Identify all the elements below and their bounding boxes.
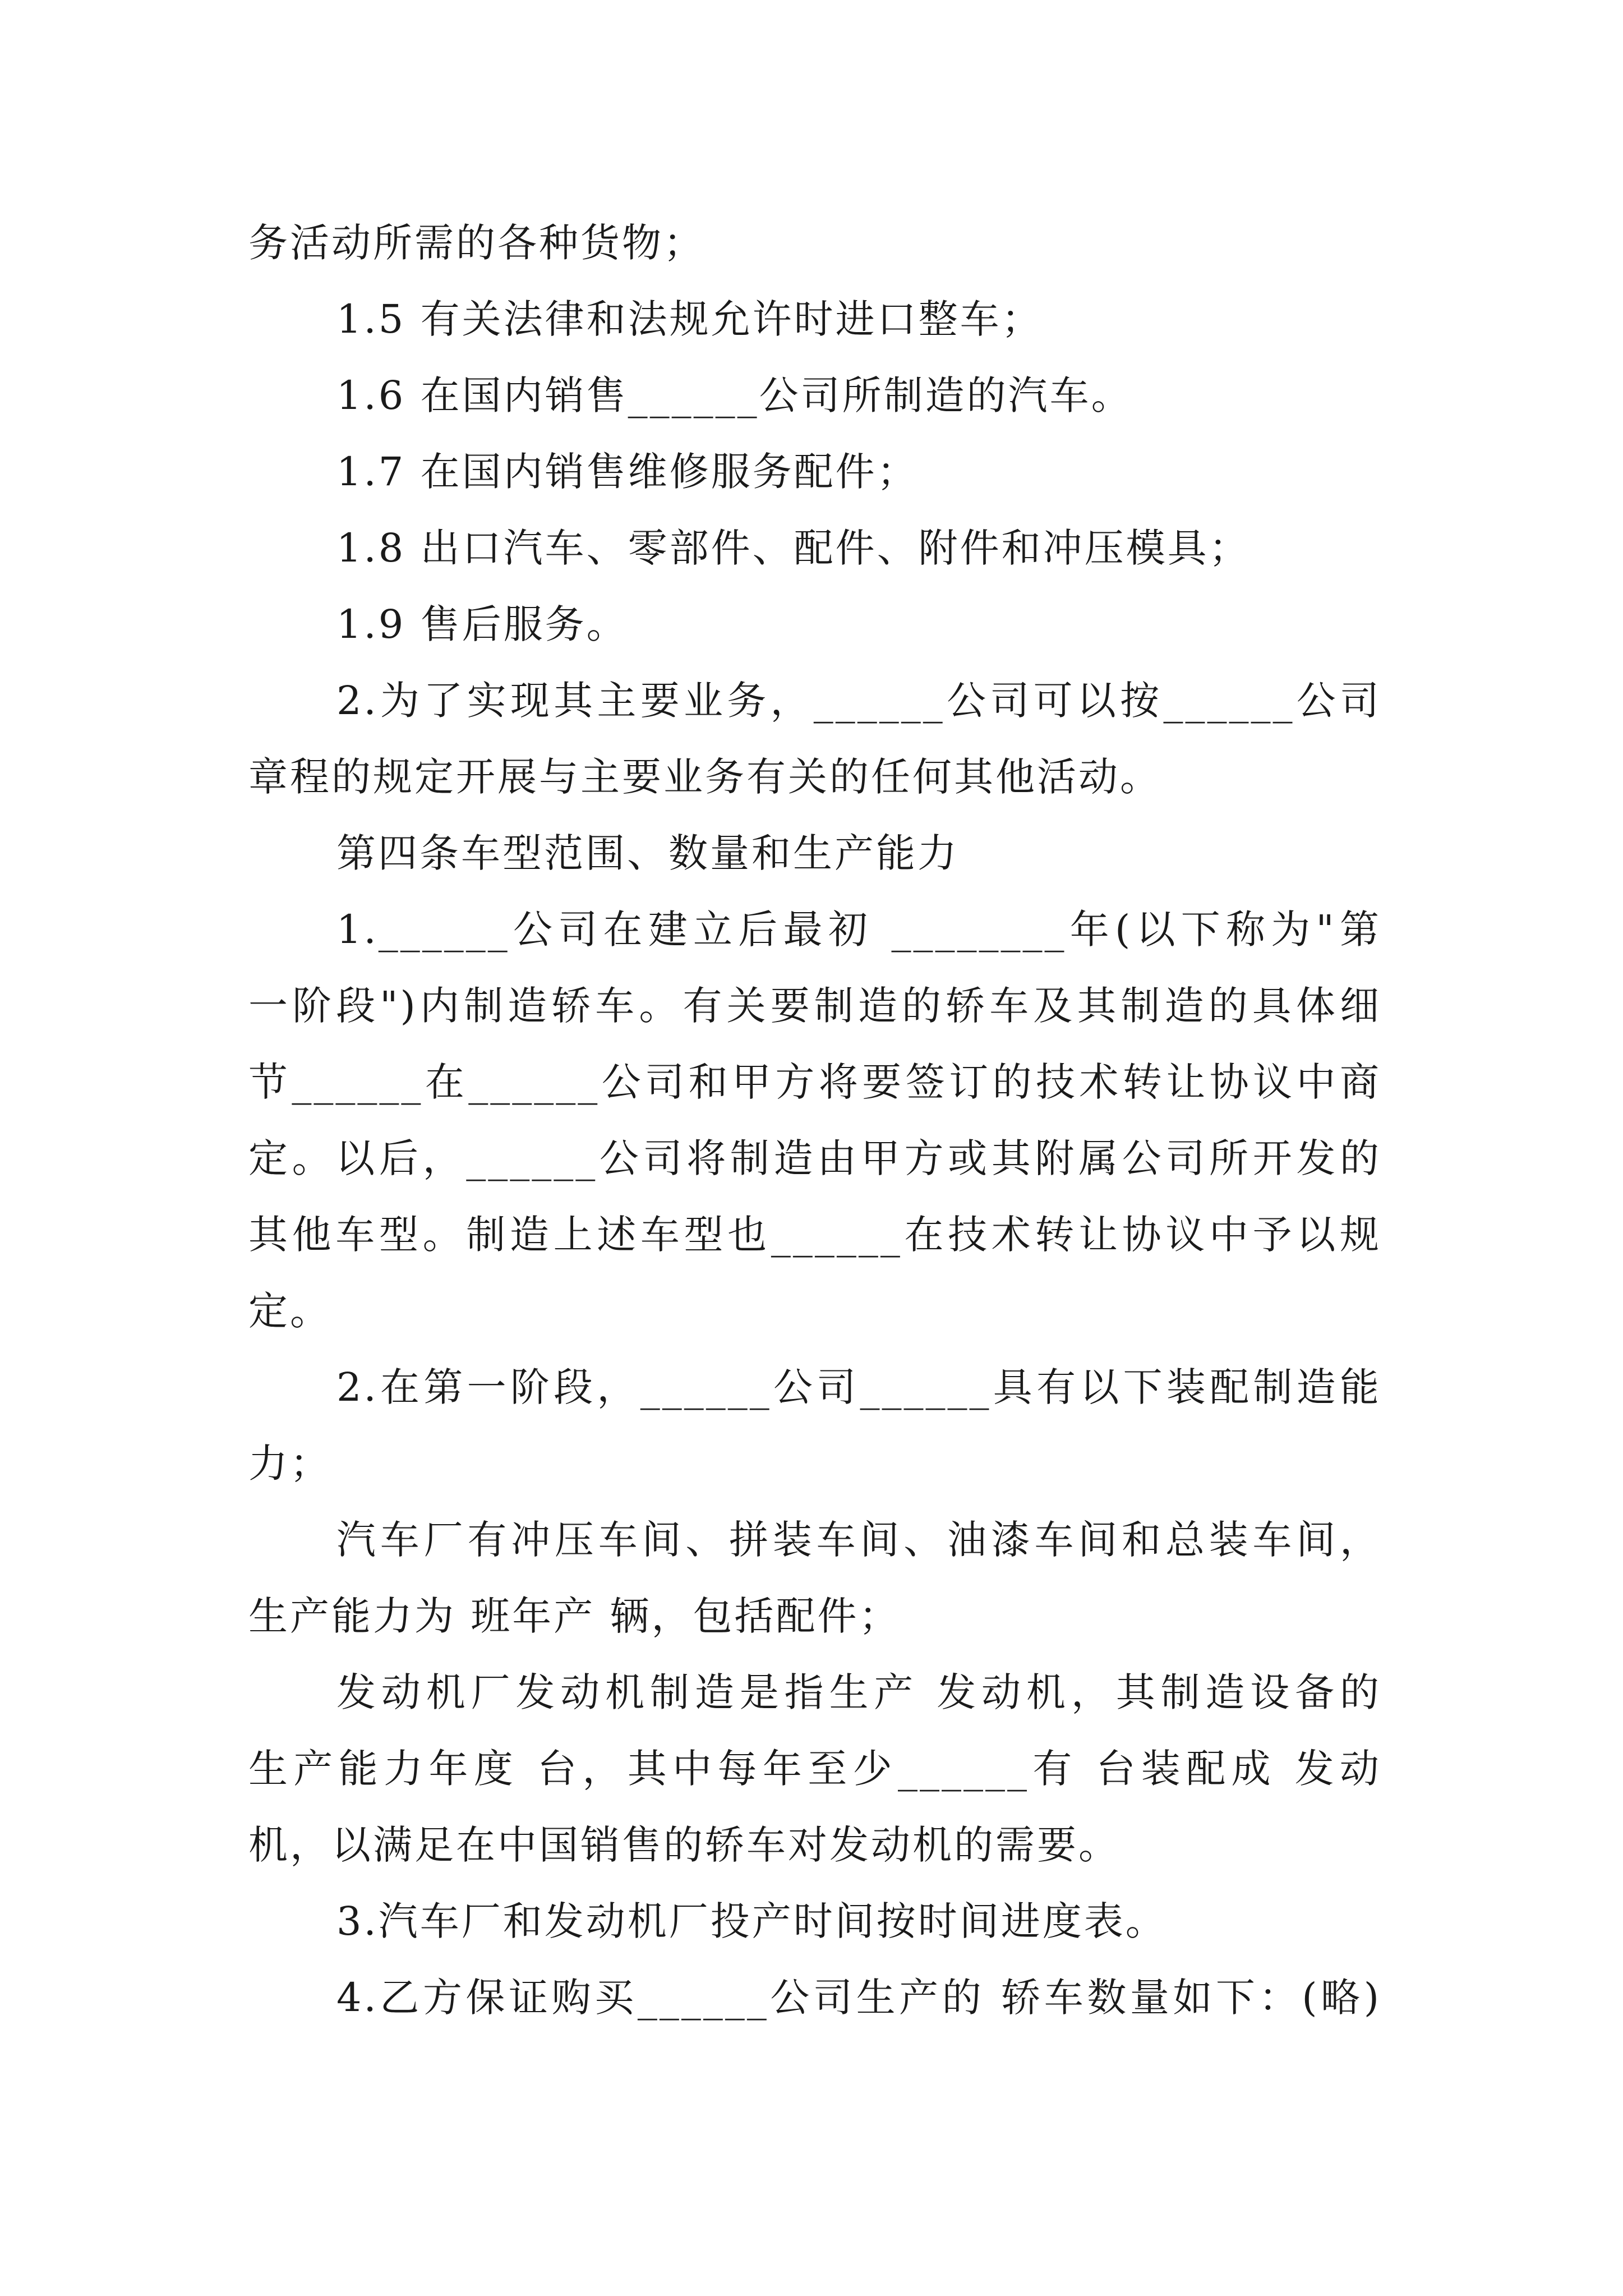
- text-line: 定。: [248, 1288, 331, 1334]
- text-line: 1.7 在国内销售维修服务配件；: [336, 449, 919, 495]
- text-line: 发动机厂发动机制造是指生产 发动机，其制造设备的: [336, 1669, 1381, 1715]
- text-line: 1.6 在国内销售______公司所制造的汽车。: [336, 372, 1133, 418]
- document-body: [248, 205, 1381, 2036]
- text-line: 其他车型。制造上述车型也______在技术转让协议中予以规: [248, 1212, 1381, 1258]
- text-line: 汽车厂有冲压车间、拼装车间、油漆车间和总装车间，: [336, 1517, 1381, 1563]
- text-line: 章程的规定开展与主要业务有关的任何其他活动。: [248, 754, 1161, 800]
- text-line: 生产能力年度 台，其中每年至少______有 台装配成 发动: [248, 1746, 1381, 1792]
- text-line: 1.5 有关法律和法规允许时进口整车；: [336, 296, 1043, 342]
- text-line: 一阶段")内制造轿车。有关要制造的轿车及其制造的具体细: [248, 983, 1381, 1029]
- text-line: 定。以后，______公司将制造由甲方或其附属公司所开发的: [248, 1135, 1381, 1181]
- text-line: 力；: [248, 1441, 331, 1487]
- text-line: 3.汽车厂和发动机厂投产时间按时间进度表。: [336, 1898, 1167, 1944]
- text-line: 务活动所需的各种货物；: [248, 220, 705, 266]
- text-line: 2.在第一阶段，______公司______具有以下装配制造能: [336, 1364, 1381, 1410]
- text-line: 生产能力为 班年产 辆，包括配件；: [248, 1593, 901, 1639]
- text-line: 1.9 售后服务。: [336, 601, 628, 647]
- section-heading: 第四条车型范围、数量和生产能力: [336, 830, 959, 876]
- text-line: 2.为了实现其主要业务，______公司可以按______公司: [336, 678, 1381, 724]
- text-line: 节______在______公司和甲方将要签订的技术转让协议中商: [248, 1059, 1381, 1105]
- text-line: 1.8 出口汽车、零部件、配件、附件和冲压模具；: [336, 525, 1251, 571]
- text-line: 4.乙方保证购买______公司生产的 轿车数量如下：(略): [336, 1975, 1381, 2021]
- text-line: 1.______公司在建立后最初 ________年(以下称为"第: [336, 907, 1381, 953]
- text-line: 机，以满足在中国销售的轿车对发动机的需要。: [248, 1822, 1120, 1868]
